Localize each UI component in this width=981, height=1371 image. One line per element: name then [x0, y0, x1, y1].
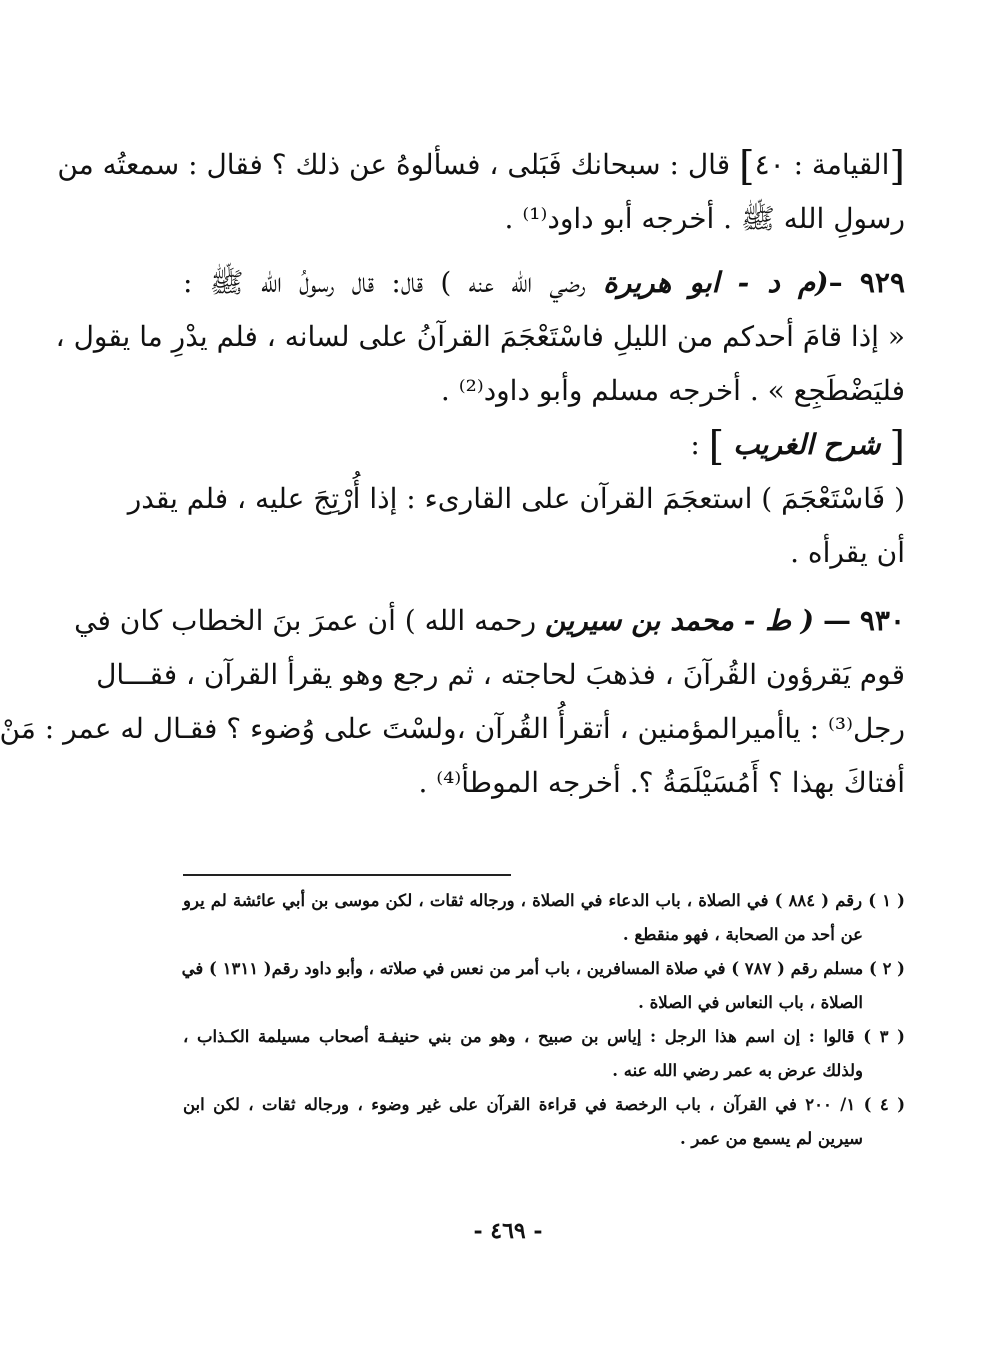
text-line-7: ( فَاسْتَعْجَمَ ) استعجَمَ القرآن على القارىء : إذا أُرْتِجَ عليه ، فلم يقدر: [127, 482, 905, 515]
footnote-4-line-2: سيرين لم يسمع من عمر .: [679, 1129, 863, 1148]
footnote-3-line-1: ( ٣ ) قالوا : إن اسم هذا الرجل : إياس بن صبيح ، وهو من بني حنيفـة أصحاب مسيلمة الكـذاب ،: [183, 1027, 905, 1046]
hadith-dash: —: [822, 604, 851, 637]
footnote-4-line-1: ( ٤ ) ١/ ٢٠٠ في القرآن ، باب الرخصة في قراءة القرآن على غير وضوء ، ورجاله ثقات ، لكن ابن: [183, 1095, 906, 1114]
hadith-number: ٩٢٩: [859, 266, 905, 299]
text-line-12: أفتاكَ بهذا ؟ أَمُسَيْلَمَةُ ؟. أخرجه الموطأ⁽⁴⁾ .: [418, 766, 905, 799]
verse-bracket-close: ]: [739, 143, 755, 190]
text-line-2: رسولِ الله ﷺ . أخرجه أبو داود⁽¹⁾ .: [504, 202, 905, 235]
hadith-930-heading: [74, 594, 905, 648]
footnote-separator: [183, 874, 511, 876]
footnote-2-line-1: ( ٢ ) مسلم رقم ( ٧٨٧ ) في صلاة المسافرين ، باب أمر من نعس في صلاته ، وأبو داود رقم( ١٣١١ ) في: [181, 959, 905, 978]
text-line-5: فليَضْطَجِع » . أخرجه مسلم وأبو داود⁽²⁾ .: [440, 374, 905, 407]
hadith-number: ٩٣٠: [859, 604, 905, 637]
hadith-source: (م د - ابو هريرة: [603, 266, 829, 299]
gharib-label: شرح الغريب: [733, 428, 881, 461]
footnote-1-line-2: عن أحد من الصحابة ، فهو منقطع .: [622, 925, 863, 944]
text-line-10: قوم يَقرؤون القُرآنَ ، فذهبَ لحاجته ، ثم رجع وهو يقرأ القرآن ، فقـــال: [96, 658, 905, 691]
gharib-bracket-open: [: [889, 423, 905, 470]
text-line-1: [57, 138, 905, 192]
hadith-929-heading: [183, 256, 905, 310]
line-1-text: قال : سبحانك فَبَلى ، فسألوهُ عن ذلك ؟ فقال : سمعتُه من: [57, 148, 731, 181]
footnote-2-line-2: الصلاة ، باب النعاس في الصلاة .: [638, 993, 863, 1012]
verse-bracket-open: [: [889, 143, 905, 190]
hadith-heading-text: رضي الله عنه ) قال: قال رسولُ الله ﷺ :: [183, 266, 586, 299]
footnote-3-line-2: ولذلك عرض به عمر رضي الله عنه .: [612, 1061, 863, 1080]
hadith-heading-text: رحمه الله ) أن عمرَ بنَ الخطاب كان في: [74, 604, 537, 637]
text-line-4: « إذا قامَ أحدكم من الليلِ فاسْتَعْجَمَ القرآنُ على لسانه ، فلم يدْرِ ما يقول ،: [55, 320, 905, 353]
verse-reference: القيامة : ٤٠: [754, 148, 890, 181]
hadith-dash: –: [828, 266, 843, 299]
footnote-1-line-1: ( ١ ) رقم ( ٨٨٤ ) في الصلاة ، باب الدعاء في الصلاة ، ورجاله ثقات ، لكن موسى بن أبي عائشة لم يرو: [183, 891, 905, 910]
gharib-bracket-close: ]: [708, 423, 725, 470]
hadith-source: ( ط - محمد بن سيرين: [545, 604, 815, 637]
text-line-8: أن يقرأه .: [790, 536, 905, 569]
gharib-colon: :: [690, 428, 700, 461]
page-number: - ٤٦٩ -: [473, 1218, 543, 1244]
gharib-heading: [183, 418, 905, 472]
footnotes: [183, 884, 905, 1156]
text-line-11: رجل⁽³⁾ : ياأميرالمؤمنين ، أتقرأُ القُرآن ،ولسْتَ على وُضوء ؟ فقـال له عمر : مَنْ: [0, 712, 905, 745]
